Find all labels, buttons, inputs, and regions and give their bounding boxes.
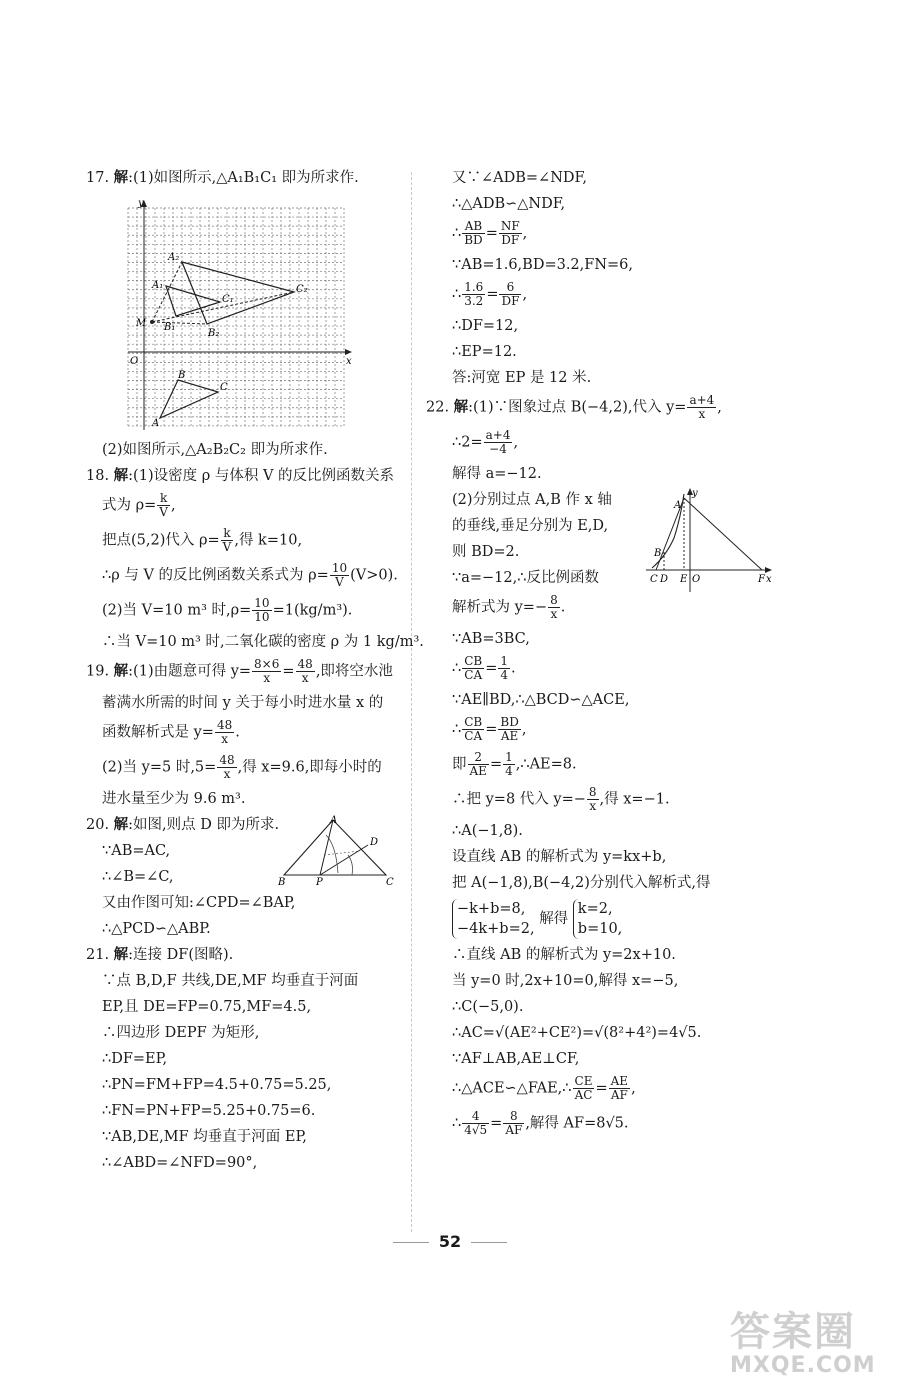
problem-22-line-7: ∵a=−12,∴反比例函数 bbox=[452, 570, 599, 586]
r21-line-4: ∵AB=1.6,BD=3.2,FN=6, bbox=[452, 257, 634, 273]
label-d: D bbox=[370, 837, 379, 848]
problem-17-line-1: 17. 解:(1)如图所示,△A₁B₁C₁ 即为所求作. bbox=[86, 169, 359, 186]
label-e: E bbox=[680, 574, 688, 585]
problem-22-line-3: 解得 a=−12. bbox=[452, 466, 542, 482]
problem-19-line-2: 蓄满水所需的时间 y 关于每小时进水量 x 的 bbox=[102, 695, 384, 711]
problem-18-line-6: ∴当 V=10 m³ 时,二氧化碳的密度 ρ 为 1 kg/m³. bbox=[102, 634, 424, 650]
problem-18-line-5: (2)当 V=10 m³ 时,ρ= $\frac{10}{10}$ =1(kg/m³). bbox=[102, 596, 353, 624]
problem-22-line-24: ∴△ACE∽△FAE,∴ $\frac{CE}{AC}$ = $\frac{AE}{AF}$ , bbox=[452, 1074, 636, 1102]
problem-22-line-12: ∴ $\frac{CB}{CA}$ = $\frac{BD}{AE}$ , bbox=[452, 715, 527, 743]
problem-18-line-3: 把点(5,2)代入 ρ= $\frac{k}{V}$ ,得 k=10, bbox=[102, 526, 303, 554]
problem-18-line-1: 18. 解:(1)设密度 ρ 与体积 V 的反比例函数关系 bbox=[86, 467, 395, 484]
problem-22-line-6: 则 BD=2. bbox=[452, 544, 520, 560]
problem-18-line-2: 式为 ρ= $\frac{k}{V}$ , bbox=[102, 491, 176, 519]
triangle-figure-20 bbox=[278, 815, 398, 885]
origin-label: O bbox=[692, 574, 701, 585]
problem-20-block bbox=[86, 815, 404, 939]
problem-22-line-15: ∴A(−1,8). bbox=[452, 823, 523, 839]
problem-20-line-1: 20. 解:如图,则点 D 即为所求. bbox=[86, 816, 280, 833]
problem-22-equation-system: −k+b=8, −4k+b=2, 解得 k=2, b=10, bbox=[452, 899, 772, 939]
label-a1: A₁ bbox=[152, 280, 164, 291]
label-b2: B₂ bbox=[208, 328, 220, 339]
problem-22-line-19: ∴直线 AB 的解析式为 y=2x+10. bbox=[452, 947, 676, 963]
problem-22-line-20: 当 y=0 时,2x+10=0,解得 x=−5, bbox=[452, 973, 679, 989]
label-c: C bbox=[650, 574, 658, 585]
axis-label-x: x bbox=[766, 574, 772, 585]
problem-22-line-22: ∴AC=√(AE²+CE²)=√(8²+4²)=4√5. bbox=[452, 1025, 702, 1041]
column-divider bbox=[411, 172, 412, 1232]
label-b: B bbox=[278, 877, 286, 885]
problem-22-line-21: ∴C(−5,0). bbox=[452, 999, 524, 1015]
problem-19-line-3: 函数解析式是 y= $\frac{48}{x}$ . bbox=[102, 718, 240, 746]
problem-21-line-6: ∴PN=FM+FP=4.5+0.75=5.25, bbox=[102, 1077, 332, 1093]
problem-21-line-4: ∴四边形 DEPF 为矩形, bbox=[102, 1025, 260, 1041]
problem-22-line-17: 把 A(−1,8),B(−4,2)分别代入解析式,得 bbox=[452, 875, 711, 891]
problem-22-line-9: ∵AB=3BC, bbox=[452, 631, 530, 647]
problem-22-line-10: ∴ $\frac{CB}{CA}$ = $\frac{1}{4}$ . bbox=[452, 654, 516, 682]
label-a2: A₂ bbox=[168, 252, 180, 263]
problem-22-part2-block bbox=[452, 490, 772, 621]
label-b1: B₁ bbox=[164, 322, 176, 333]
problem-22-line-4: (2)分别过点 A,B 作 x 轴 bbox=[452, 492, 612, 508]
problem-22-line-2: ∴2= $\frac{a+4}{-4}$ , bbox=[452, 428, 519, 456]
label-f: F bbox=[758, 574, 765, 585]
problem-22-line-1: 22. 解:(1)∵图象过点 B(−4,2),代入 y= $\frac{a+4}{x}$ , bbox=[426, 393, 722, 421]
label-b: B bbox=[654, 548, 662, 559]
problem-21-line-9: ∴∠ABD=∠NFD=90°, bbox=[102, 1155, 258, 1171]
problem-19-line-4: (2)当 y=5 时,5= $\frac{48}{x}$ ,得 x=9.6,即每小时的 bbox=[102, 753, 382, 781]
problem-22-line-16: 设直线 AB 的解析式为 y=kx+b, bbox=[452, 849, 667, 865]
problem-22-line-23: ∵AF⊥AB,AE⊥CF, bbox=[452, 1051, 580, 1067]
graph-figure-22 bbox=[644, 486, 774, 594]
label-d: D bbox=[660, 574, 669, 585]
r21-line-7: ∴EP=12. bbox=[452, 344, 517, 360]
label-b: B bbox=[178, 370, 186, 381]
label-a: A bbox=[330, 815, 338, 826]
problem-21-line-3: EP,且 DE=FP=0.75,MF=4.5, bbox=[102, 999, 312, 1015]
problem-21-line-7: ∴FN=PN+FP=5.25+0.75=6. bbox=[102, 1103, 316, 1119]
problem-21-line-5: ∴DF=EP, bbox=[102, 1051, 168, 1067]
right-column bbox=[426, 168, 772, 1145]
problem-22-line-25: ∴ $\frac{4}{4√5}$ = $\frac{8}{AF}$ ,解得 AF=8√5. bbox=[452, 1109, 629, 1137]
label-a: A bbox=[152, 418, 160, 429]
problem-21-line-1: 21. 解:连接 DF(图略). bbox=[86, 946, 234, 963]
r21-line-8: 答:河宽 EP 是 12 米. bbox=[452, 370, 592, 386]
problem-20-line-4: 又由作图可知:∠CPD=∠BAP, bbox=[102, 895, 296, 911]
problem-21-line-8: ∵AB,DE,MF 均垂直于河面 EP, bbox=[102, 1129, 307, 1145]
problem-22-line-14: ∴把 y=8 代入 y=− $\frac{8}{x}$ ,得 x=−1. bbox=[452, 785, 670, 813]
origin-label: O bbox=[130, 356, 139, 367]
problem-20-line-3: ∴∠B=∠C, bbox=[102, 869, 174, 885]
label-c1: C₁ bbox=[222, 294, 234, 305]
axis-label-y: y bbox=[692, 488, 698, 499]
label-p: P bbox=[316, 877, 323, 885]
page-number: 52 bbox=[0, 1232, 900, 1251]
problem-22-line-8: 解析式为 y=− $\frac{8}{x}$ . bbox=[452, 593, 566, 621]
r21-line-3: ∴ $\frac{AB}{BD}$ = $\frac{NF}{DF}$ , bbox=[452, 219, 528, 247]
left-column bbox=[86, 168, 424, 1179]
problem-17-line-2: (2)如图所示,△A₂B₂C₂ 即为所求作. bbox=[102, 442, 328, 458]
grid-figure-17 bbox=[116, 194, 356, 434]
problem-19-line-5: 进水量至少为 9.6 m³. bbox=[102, 791, 246, 807]
r21-line-2: ∴△ADB∽△NDF, bbox=[452, 196, 566, 212]
problem-19-line-1: 19. 解:(1)由题意可得 y= $\frac{8\times 6}{x}$ = $\frac{48}{x}$ ,即将空水池 bbox=[86, 657, 393, 685]
problem-22-line-13: 即 $\frac{2}{AE}$ = $\frac{1}{4}$ ,∴AE=8. bbox=[452, 750, 577, 778]
label-m: M bbox=[136, 318, 147, 329]
problem-22-line-11: ∵AE∥BD,∴△BCD∽△ACE, bbox=[452, 692, 630, 708]
axis-label-y: y bbox=[138, 198, 144, 209]
watermark-logo: 答案圈 MXQE.COM bbox=[730, 1309, 876, 1378]
label-c: C bbox=[220, 382, 228, 393]
label-c2: C₂ bbox=[296, 284, 308, 295]
problem-20-line-2: ∵AB=AC, bbox=[102, 843, 171, 859]
problem-20-line-5: ∴△PCD∽△ABP. bbox=[102, 921, 211, 937]
axis-label-x: x bbox=[346, 356, 352, 367]
problem-21-line-2: ∵点 B,D,F 共线,DE,MF 均垂直于河面 bbox=[102, 973, 359, 989]
problem-22-line-5: 的垂线,垂足分别为 E,D, bbox=[452, 518, 609, 534]
problem-18-line-4: ∴ρ 与 V 的反比例函数关系式为 ρ= $\frac{10}{V}$ (V>0). bbox=[102, 561, 398, 589]
label-a: A bbox=[674, 500, 682, 511]
label-c: C bbox=[386, 877, 394, 885]
r21-line-5: ∴ $\frac{1.6}{3.2}$ = $\frac{6}{DF}$ , bbox=[452, 280, 528, 308]
r21-line-1: 又∵∠ADB=∠NDF, bbox=[452, 170, 587, 186]
r21-line-6: ∴DF=12, bbox=[452, 318, 519, 334]
